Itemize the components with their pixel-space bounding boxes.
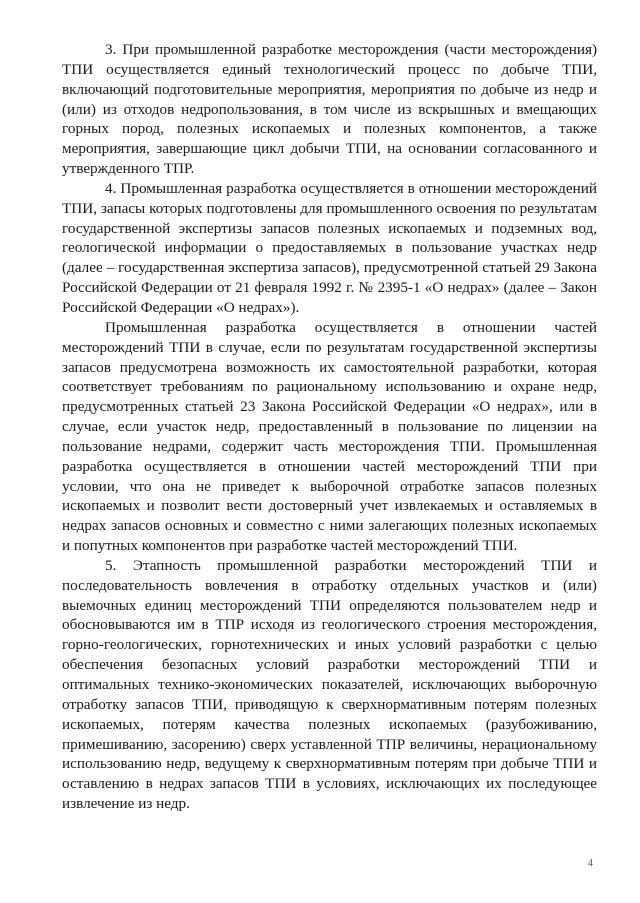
paragraph-3: 3. При промышленной разработке месторождения (части месторождения) ТПИ осуществляется единый технологический процесс по добыче ТПИ, включающий подготовительные мероприятия, мероприятия по добыче из недр и (или) из отходов недропользования, в том числе из вскрышных и вмещающих горных пород, полезных ископаемых и полезных компонентов, а также мероприятия, завершающие цикл добычи ТПИ, на основании согласованного и утвержденного ТПР. (62, 41, 597, 178)
document-body (62, 40, 597, 814)
paragraph-5: 5. Этапность промышленной разработки месторождений ТПИ и последовательность вовлечения в отработку отдельных участков и (или) выемочных единиц месторождений ТПИ определяются пользователем недр и обосновываются им в ТПР исходя из геологического строения месторождения, горно-геологических, горнотехнических и иных условий разработки с целью обеспечения безопасных условий разработки месторождений ТПИ и оптимальных технико-экономических показателей, исключающих выборочную отработку запасов ТПИ, приводящую к сверхнормативным потерям полезных ископаемых, потерям качества полезных ископаемых (разубоживанию, примешиванию, засорению) сверх уставленной ТПР величины, нерациональному использованию недр, ведущему к сверхнормативным потерям при добыче ТПИ и оставлению в недрах запасов ТПИ в условиях, исключающих их последующее извлечение из недр. (62, 556, 597, 813)
paragraph-4: 4. Промышленная разработка осуществляется в отношении месторождений ТПИ, запасы которых подготовлены для промышленного освоения по результатам государственной экспертизы запасов полезных ископаемых и подземных вод, геологической информации о предоставляемых в пользование участках недр (далее – государственная экспертиза запасов), предусмотренной статьей 29 Закона Российской Федерации от 21 февраля 1992 г. № 2395-1 «О недрах» (далее – Закон Российской Федерации «О недрах»). (62, 179, 597, 316)
page-number: 4 (588, 858, 593, 869)
paragraph-4-continued: Промышленная разработка осуществляется в отношении частей месторождений ТПИ в случае, если по результатам государственной экспертизы запасов предусмотрена возможность их самостоятельной разработки, которая соответствует требованиям по рациональному использованию и охране недр, предусмотренных статьей 23 Закона Российской Федерации «О недрах», или в случае, если участок недр, предоставленный в пользование по лицензии на пользование недрами, содержит часть месторождения ТПИ. Промышленная разработка осуществляется в отношении частей месторождений ТПИ при условии, что она не приведет к выборочной отработке запасов полезных ископаемых и позволит вести достоверный учет извлекаемых и оставляемых в недрах запасов основных и совместно с ними залегающих полезных ископаемых и попутных компонентов при разработке частей месторождений ТПИ. (62, 318, 597, 555)
